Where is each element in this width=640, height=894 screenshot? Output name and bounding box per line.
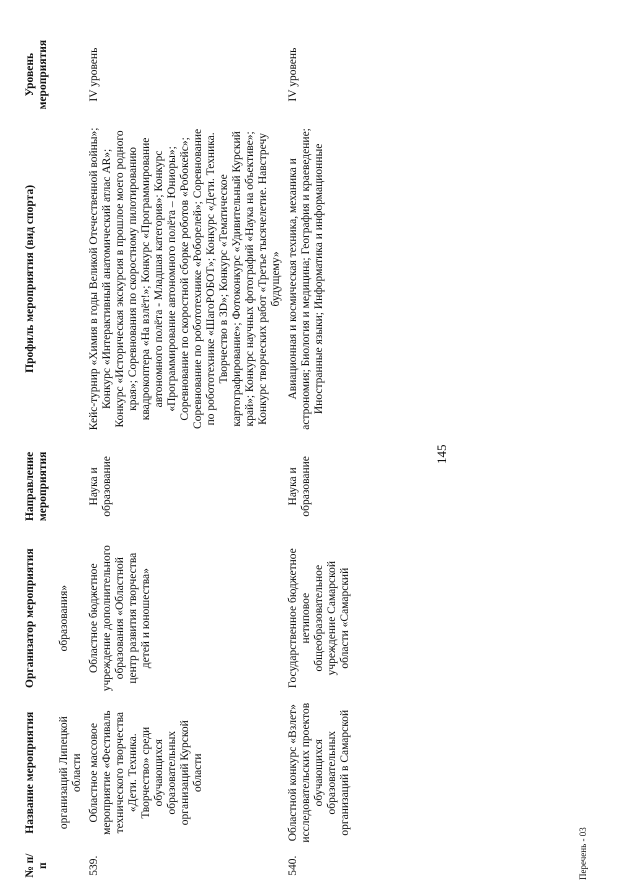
page-number: 145 bbox=[434, 444, 449, 464]
event-direction: Наука и образование bbox=[287, 456, 312, 517]
row-number: 539. bbox=[88, 855, 100, 876]
event-level: IV уровень bbox=[287, 47, 299, 102]
header-name: Название мероприятия bbox=[24, 711, 36, 834]
table-header-row bbox=[22, 26, 56, 884]
table-row bbox=[56, 26, 86, 884]
event-name: организаций Липецкой области bbox=[58, 716, 83, 830]
event-name: Областной конкурс «Взлет» исследовательских проектов обучающихся образовательных организаций в Самарской bbox=[287, 702, 351, 843]
events-table bbox=[22, 26, 354, 884]
event-profile: Кейс-турнир «Химия в годы Великой Отечественной войны»; Конкурс «Интерактивный анатомический атлас AR»; Конкурс «Историческая экскурсия в прошлое моего родного края»; Соревнования по скоростному пилотированию квадрокоптера «На взлёт!»; Конкурс «Программирование автономного полёта - Младшая категория»; Конкурс «Программирование автономного полёта – Юниоры»; Соревнование по скоростной сборке роботов «Робокейс»; Соревнование по робототехнике «Роборелей»; Соревнование по робототехнике «ШагоРОБОТ»; Конкурс «Дети. Техника. Творчество в 3D»; Конкурс «Тематическое картографирование»; Фотоконкурс «Удивительный Курский край»; Конкурс научных фотографий «Наука на объективе»; Конкурс творческих работ «Третье тысячелетие. Навстречу будущему» bbox=[88, 127, 282, 431]
header-organizer: Организатор мероприятия bbox=[24, 548, 36, 688]
event-organizer: Областное бюджетное учреждение дополнительного образования «Областной центр развития творчества детей и юношества» bbox=[88, 545, 152, 692]
event-level bbox=[56, 26, 86, 123]
row-number: 540. bbox=[287, 855, 299, 876]
header-level: Уровень мероприятия bbox=[24, 39, 49, 110]
header-direction: Направление мероприятия bbox=[24, 451, 49, 522]
row-number bbox=[56, 847, 86, 884]
event-organizer: Государственное бюджетное нетиповое общеобразовательное учреждение Самарской области «Самарский bbox=[287, 548, 351, 689]
footer-note: Перечень - 03 bbox=[578, 827, 588, 880]
event-name: Областное массовое мероприятие «Фестиваль технического творчества «Дети. Техника. Творчество» среди обучающихся образовательных организаций Курской области bbox=[88, 710, 204, 835]
table-row bbox=[86, 26, 285, 884]
header-no: № п/п bbox=[24, 853, 49, 878]
event-direction bbox=[56, 435, 86, 539]
event-profile: Авиационная и космическая техника, механика и астрономия; Биология и медицина; География и краеведение; Иностранные языки; Информатика и информационные bbox=[287, 128, 325, 430]
header-profile: Профиль мероприятия (вид спорта) bbox=[24, 184, 36, 373]
table-row bbox=[285, 26, 354, 884]
event-organizer: образования» bbox=[58, 584, 70, 652]
event-level: IV уровень bbox=[88, 47, 100, 102]
event-profile bbox=[56, 123, 86, 434]
event-direction: Наука и образование bbox=[88, 456, 113, 517]
